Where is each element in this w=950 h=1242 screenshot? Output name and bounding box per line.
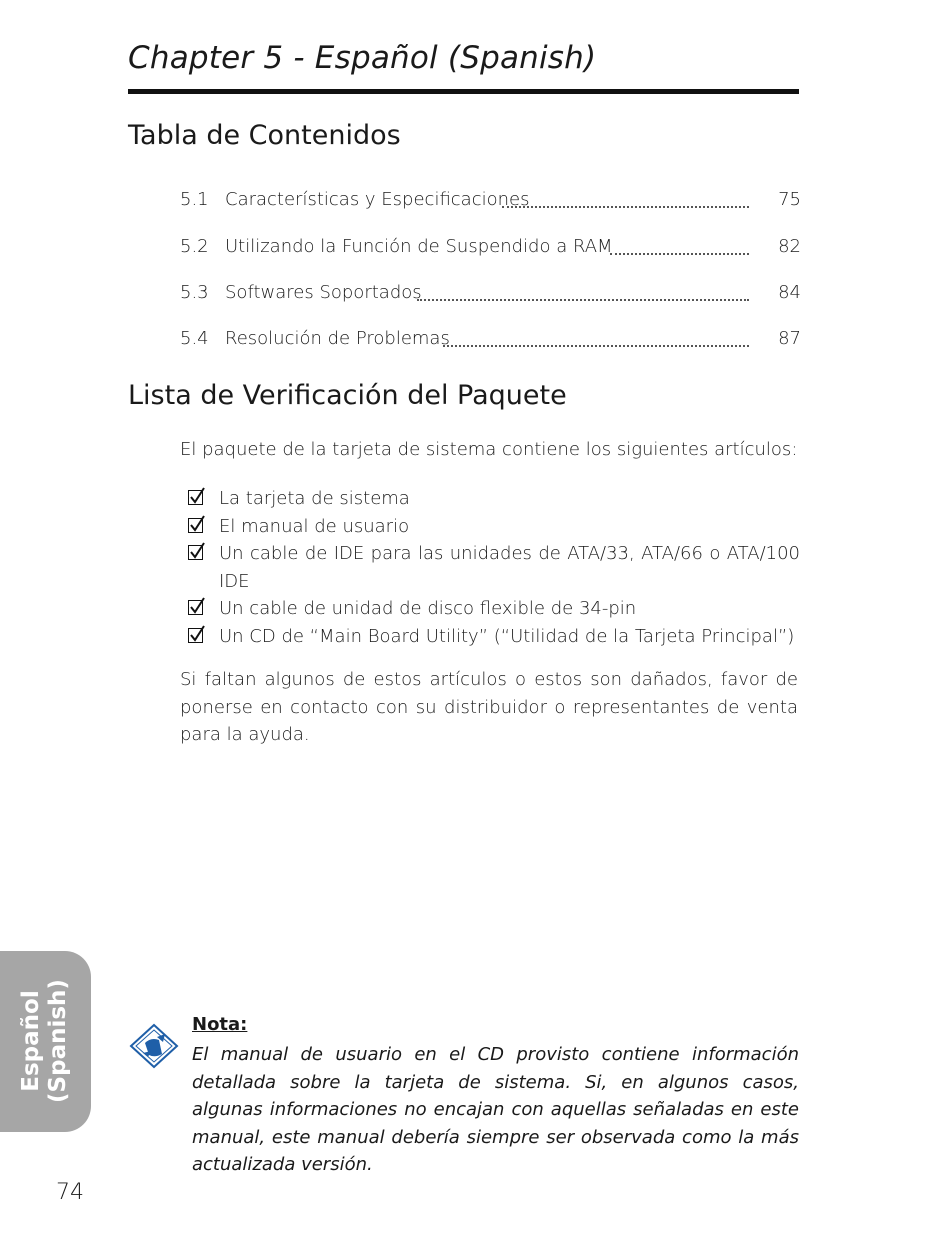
checklist-item	[188, 540, 800, 595]
checked-box-icon	[188, 545, 203, 560]
toc-page: 75	[778, 189, 801, 210]
toc-page: 84	[778, 282, 801, 303]
toc-label: Características y Especificaciones	[225, 189, 530, 210]
package-intro: El paquete de la tarjeta de sistema contiene los siguientes artículos:	[180, 439, 798, 460]
checked-box-icon	[188, 600, 203, 615]
checked-box-icon	[188, 490, 203, 505]
checked-box-icon	[188, 628, 203, 643]
note-body: El manual de usuario en el CD provisto contiene información detallada sobre la tarjeta de sistema. Si, en algunos casos, algunas informaciones no encajan con aquellas señaladas en este manual, este manual debería siempre ser observada como la más actualizada versión.	[192, 1044, 799, 1175]
side-tab-line2: (Spanish)	[45, 979, 71, 1103]
checklist-item	[188, 623, 800, 651]
chapter-title: Chapter 5 - Español (Spanish)	[128, 40, 597, 76]
toc-page: 87	[778, 328, 801, 349]
package-footer-text: Si faltan algunos de estos artículos o estos son dañados, favor de ponerse en contacto con su distribuidor o representantes de venta para la ayuda.	[180, 669, 798, 745]
toc-leader	[610, 253, 749, 255]
toc-label: Resolución de Problemas	[225, 328, 450, 349]
checked-box-icon	[188, 518, 203, 533]
language-side-tab	[0, 951, 91, 1132]
note-pen-icon	[129, 1023, 179, 1073]
toc-leader	[502, 206, 749, 208]
toc-number: 5.2	[180, 236, 209, 257]
page-number: 74	[56, 1180, 84, 1205]
toc-page: 82	[778, 236, 801, 257]
toc-number: 5.1	[180, 189, 209, 210]
checklist-item	[188, 595, 800, 623]
checklist-item-text: Un cable de unidad de disco flexible de 34-pin	[219, 598, 637, 619]
toc-label: Utilizando la Función de Suspendido a RAM	[225, 236, 613, 257]
toc-entry[interactable]	[180, 236, 801, 262]
toc-label: Softwares Soportados	[225, 282, 422, 303]
checklist-item	[188, 513, 800, 541]
checklist-item-text: El manual de usuario	[219, 515, 410, 537]
toc-leader	[443, 345, 749, 347]
toc-number: 5.4	[180, 328, 209, 349]
checklist-item-text: Un CD de “Main Board Utility” (“Utilidad de la Tarjeta Principal”)	[219, 625, 795, 647]
checklist-item-text: La tarjeta de sistema	[219, 488, 410, 509]
note-title: Nota:	[192, 1014, 248, 1035]
toc-entry[interactable]	[180, 328, 801, 354]
toc-number: 5.3	[180, 282, 209, 303]
side-tab-line1: Español	[18, 990, 44, 1092]
package-checklist	[188, 485, 800, 650]
toc-entry[interactable]	[180, 282, 801, 308]
toc-heading: Tabla de Contenidos	[128, 120, 401, 151]
package-heading: Lista de Verificación del Paquete	[128, 380, 567, 411]
side-tab-label	[18, 979, 72, 1103]
checklist-item	[188, 485, 800, 513]
toc-entry[interactable]	[180, 189, 801, 215]
checklist-item-text: Un cable de IDE para las unidades de ATA/33, ATA/66 o ATA/100 IDE	[219, 543, 800, 592]
chapter-rule	[128, 89, 799, 94]
toc-leader	[417, 299, 749, 301]
